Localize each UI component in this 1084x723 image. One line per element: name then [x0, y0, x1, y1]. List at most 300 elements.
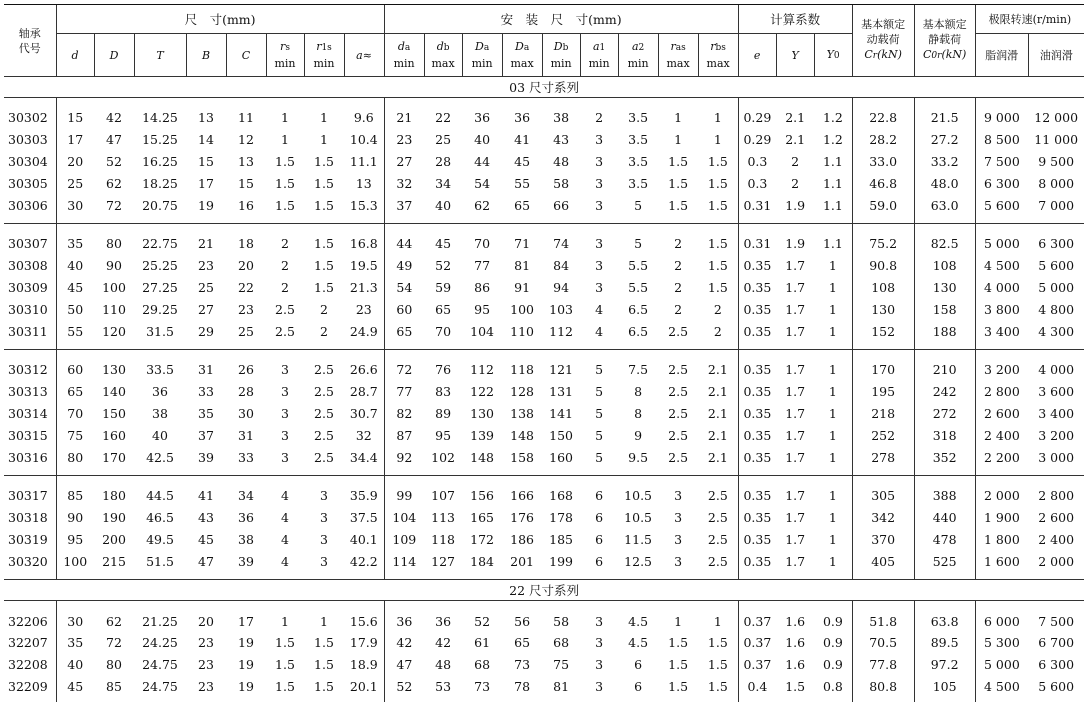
table-cell: 0.35 — [738, 550, 776, 572]
table-row — [4, 550, 1084, 572]
group-spacer — [4, 601, 1084, 611]
table-cell: 11.5 — [624, 531, 653, 547]
table-cell: 170 — [102, 449, 126, 465]
header-dyn-line3: Cr(kN) — [864, 48, 902, 61]
table-cell: 52 — [384, 676, 424, 698]
table-cell: 21.5 — [914, 107, 975, 129]
header-col-rbs: rbs max — [698, 34, 738, 77]
table-cell: 2 — [791, 153, 800, 169]
table-cell: 21.3 — [349, 279, 378, 295]
table-cell: 41 — [514, 132, 531, 148]
header-col-Da-max: Da max — [502, 34, 542, 77]
table-cell: 1 — [828, 362, 837, 378]
header-col-db: db max — [424, 34, 462, 77]
table-cell: 5 — [595, 449, 604, 465]
table-cell: 1.2 — [822, 110, 843, 126]
table-cell: 50 — [56, 298, 94, 320]
table-cell: 2 600 — [1038, 510, 1075, 526]
table-cell: 2.1 — [785, 110, 806, 126]
table-cell: 141 — [549, 405, 574, 421]
table-cell: 29 — [198, 323, 214, 339]
table-cell: 1.7 — [785, 279, 806, 295]
table-cell: 44 — [384, 233, 424, 255]
table-cell: 3 — [595, 153, 604, 169]
table-cell: 1.5 — [707, 678, 728, 694]
table-cell: 100 — [510, 301, 535, 317]
table-cell: 75 — [553, 657, 570, 673]
table-cell: 180 — [102, 488, 126, 504]
table-cell: 65 — [56, 381, 94, 403]
table-cell: 33.0 — [852, 151, 914, 173]
table-cell: 1 — [828, 510, 837, 526]
table-cell: 1.7 — [785, 258, 806, 274]
table-cell: 2.5 — [707, 553, 728, 569]
group-divider — [4, 697, 1084, 702]
table-cell: 130 — [852, 298, 914, 320]
table-cell: 40 — [56, 654, 94, 676]
table-cell: 178 — [549, 510, 574, 526]
bearing-code-cell: 30313 — [8, 384, 48, 400]
table-cell: 210 — [914, 359, 975, 381]
table-cell: 55 — [56, 320, 94, 342]
table-cell: 1.5 — [275, 635, 295, 651]
table-cell: 85 — [106, 678, 122, 694]
table-cell: 3 400 — [975, 320, 1028, 342]
table-cell: 44 — [474, 153, 491, 169]
table-cell: 1.5 — [314, 175, 334, 191]
table-cell: 2 — [320, 301, 328, 317]
table-row — [4, 446, 1084, 468]
series-title: 22 尺寸系列 — [4, 580, 1084, 601]
table-cell: 2 000 — [975, 485, 1028, 507]
table-cell: 3 — [281, 427, 289, 443]
table-cell: 52 — [106, 153, 122, 169]
header-col-B: B — [186, 34, 226, 77]
table-cell: 20 — [56, 151, 94, 173]
table-cell: 15.3 — [349, 197, 378, 213]
table-cell: 16 — [238, 197, 254, 213]
table-cell: 65 — [384, 320, 424, 342]
table-cell: 14.25 — [142, 110, 178, 126]
table-cell: 11 — [238, 110, 254, 126]
table-cell: 24.75 — [142, 678, 178, 694]
table-cell: 0.9 — [822, 613, 843, 629]
table-cell: 45 — [198, 531, 214, 547]
table-cell: 80 — [56, 446, 94, 468]
bearing-code-cell: 30312 — [8, 362, 48, 378]
table-cell: 1.5 — [668, 635, 689, 651]
table-cell: 1.7 — [785, 449, 806, 465]
table-body — [4, 77, 1084, 703]
header-speed-limit: 极限转速(r/min) — [975, 5, 1084, 34]
header-dyn-line1: 基本额定 — [861, 18, 906, 31]
table-cell: 13 — [238, 153, 254, 169]
table-cell: 2.5 — [668, 449, 689, 465]
table-cell: 478 — [914, 529, 975, 551]
table-cell: 138 — [510, 405, 535, 421]
bearing-code-cell: 30320 — [8, 553, 48, 569]
table-cell: 43 — [553, 132, 570, 148]
table-cell: 148 — [470, 449, 495, 465]
table-cell: 35 — [198, 405, 214, 421]
header-col-Y0: Y0 — [814, 34, 852, 77]
bearing-code-cell: 32209 — [8, 678, 48, 694]
table-cell: 27.2 — [914, 129, 975, 151]
table-cell: 9 500 — [1038, 153, 1075, 169]
table-cell: 104 — [384, 507, 424, 529]
table-cell: 47 — [384, 654, 424, 676]
table-cell: 1.5 — [275, 153, 295, 169]
table-cell: 3 200 — [1038, 427, 1075, 443]
table-cell: 2 — [281, 279, 289, 295]
table-cell: 8 — [634, 405, 643, 421]
table-cell: 38 — [152, 405, 168, 421]
table-cell: 2.5 — [668, 427, 689, 443]
table-cell: 1.6 — [785, 657, 806, 673]
table-cell: 118 — [510, 362, 535, 378]
table-cell: 34 — [435, 175, 452, 191]
table-cell: 0.35 — [738, 446, 776, 468]
table-cell: 1 — [828, 323, 837, 339]
table-cell: 0.31 — [738, 194, 776, 216]
group-spacer — [4, 98, 1084, 108]
table-cell: 150 — [549, 427, 574, 443]
table-cell: 20.1 — [349, 678, 378, 694]
table-cell: 16.25 — [142, 153, 178, 169]
table-cell: 62 — [106, 175, 122, 191]
table-cell: 1 — [828, 405, 837, 421]
table-cell: 1.6 — [785, 613, 806, 629]
table-cell: 190 — [102, 510, 126, 526]
table-cell: 3 — [595, 279, 604, 295]
table-cell: 1.5 — [314, 197, 334, 213]
table-cell: 1 — [320, 613, 328, 629]
table-cell: 252 — [852, 424, 914, 446]
table-cell: 201 — [510, 553, 535, 569]
table-cell: 130 — [470, 405, 495, 421]
table-cell: 165 — [470, 510, 495, 526]
table-cell: 63.8 — [914, 610, 975, 632]
table-cell: 39 — [198, 449, 214, 465]
table-cell: 103 — [549, 301, 574, 317]
table-cell: 36 — [238, 510, 254, 526]
table-cell: 28 — [238, 384, 254, 400]
table-header — [4, 5, 1084, 77]
table-cell: 28.7 — [349, 384, 378, 400]
table-cell: 242 — [914, 381, 975, 403]
table-cell: 318 — [914, 424, 975, 446]
table-cell: 3 800 — [975, 298, 1028, 320]
table-cell: 3 400 — [1038, 405, 1075, 421]
table-cell: 15 — [238, 175, 254, 191]
table-row — [4, 277, 1084, 299]
table-cell: 8 500 — [975, 129, 1028, 151]
table-cell: 1 — [674, 110, 683, 126]
table-cell: 8 000 — [1038, 175, 1075, 191]
table-cell: 31 — [238, 427, 254, 443]
table-cell: 36 — [152, 384, 168, 400]
table-cell: 25 — [238, 323, 254, 339]
table-cell: 24.75 — [142, 657, 178, 673]
header-col-Db: Db min — [542, 34, 580, 77]
header-stat-line2: 静载荷 — [928, 33, 962, 46]
header-col-D: D — [94, 34, 134, 77]
table-cell: 3 — [595, 258, 604, 274]
table-cell: 1.5 — [275, 657, 295, 673]
table-cell: 26 — [238, 362, 254, 378]
table-row — [4, 381, 1084, 403]
table-cell: 158 — [914, 298, 975, 320]
table-cell: 185 — [549, 531, 574, 547]
table-cell: 218 — [852, 403, 914, 425]
table-cell: 405 — [852, 550, 914, 572]
table-cell: 30 — [56, 610, 94, 632]
table-cell: 0.4 — [738, 676, 776, 698]
bearing-table-container — [4, 4, 1080, 702]
table-cell: 118 — [431, 531, 456, 547]
table-cell: 1 900 — [975, 507, 1028, 529]
table-cell: 86 — [474, 279, 491, 295]
table-cell: 6 700 — [1038, 635, 1075, 651]
table-cell: 42 — [106, 110, 122, 126]
table-cell: 23 — [355, 301, 372, 317]
table-cell: 35 — [56, 632, 94, 654]
table-cell: 2.5 — [668, 362, 689, 378]
table-cell: 1 — [713, 132, 722, 148]
header-col-a1: a1 min — [580, 34, 618, 77]
bearing-code-cell: 32208 — [8, 657, 48, 673]
table-cell: 6 — [634, 678, 643, 694]
table-cell: 12.5 — [624, 553, 653, 569]
table-cell: 112 — [470, 362, 495, 378]
table-cell: 24.9 — [349, 323, 378, 339]
table-cell: 2.1 — [785, 132, 806, 148]
table-cell: 0.8 — [822, 678, 843, 694]
table-cell: 1.7 — [785, 553, 806, 569]
table-cell: 1.1 — [822, 153, 843, 169]
table-cell: 2.5 — [314, 427, 334, 443]
table-cell: 1.7 — [785, 323, 806, 339]
group-divider — [4, 468, 1084, 476]
table-cell: 15 — [198, 153, 214, 169]
table-cell: 97.2 — [914, 654, 975, 676]
table-cell: 525 — [914, 550, 975, 572]
series-title: 03 尺寸系列 — [4, 77, 1084, 98]
table-cell: 45 — [56, 277, 94, 299]
header-bearing-code-line1: 轴承 — [18, 26, 41, 40]
table-cell: 25.25 — [142, 258, 178, 274]
table-cell: 68 — [553, 635, 570, 651]
table-cell: 89 — [435, 405, 452, 421]
table-cell: 20 — [238, 258, 254, 274]
header-col-Y: Y — [776, 34, 814, 77]
table-cell: 45 — [435, 236, 452, 252]
table-cell: 76 — [435, 362, 452, 378]
table-cell: 352 — [914, 446, 975, 468]
header-bearing-code-line2: 代号 — [18, 41, 41, 55]
table-cell: 1.7 — [785, 362, 806, 378]
header-col-a: a≈ — [344, 34, 384, 77]
header-col-C: C — [226, 34, 266, 77]
table-cell: 1 — [828, 279, 837, 295]
table-cell: 2.5 — [668, 384, 689, 400]
table-cell: 63.0 — [914, 194, 975, 216]
table-cell: 35 — [56, 233, 94, 255]
table-cell: 2 800 — [975, 381, 1028, 403]
table-cell: 3.5 — [628, 153, 649, 169]
table-cell: 83 — [435, 384, 452, 400]
table-cell: 28.2 — [852, 129, 914, 151]
table-cell: 2.5 — [707, 510, 728, 526]
group-spacer — [4, 475, 1084, 485]
table-row — [4, 424, 1084, 446]
bearing-code-cell: 30306 — [8, 197, 48, 213]
table-cell: 4 — [595, 323, 604, 339]
table-cell: 31 — [198, 362, 214, 378]
table-cell: 72 — [106, 197, 122, 213]
header-group-installation: 安 装 尺 寸(mm) — [384, 5, 738, 34]
table-cell: 4 000 — [975, 277, 1028, 299]
table-cell: 1.7 — [785, 510, 806, 526]
table-cell: 5 600 — [975, 194, 1028, 216]
table-cell: 5.5 — [628, 258, 649, 274]
header-dynamic-load — [852, 5, 914, 77]
table-row — [4, 610, 1084, 632]
table-cell: 1.5 — [314, 153, 334, 169]
table-cell: 0.35 — [738, 485, 776, 507]
table-cell: 7 000 — [1038, 197, 1075, 213]
table-cell: 1 — [828, 301, 837, 317]
table-row — [4, 654, 1084, 676]
table-cell: 2.5 — [314, 384, 334, 400]
table-cell: 45 — [514, 153, 531, 169]
table-cell: 58 — [553, 175, 570, 191]
table-row — [4, 172, 1084, 194]
table-cell: 3 — [595, 635, 604, 651]
table-cell: 36 — [384, 610, 424, 632]
table-cell: 3 — [320, 510, 328, 526]
table-cell: 1.5 — [314, 657, 334, 673]
table-cell: 1.7 — [785, 531, 806, 547]
table-cell: 156 — [470, 488, 495, 504]
table-cell: 1 — [828, 531, 837, 547]
bearing-table — [4, 4, 1084, 702]
table-cell: 102 — [431, 449, 456, 465]
table-cell: 2 — [791, 175, 800, 191]
table-cell: 1.7 — [785, 405, 806, 421]
table-cell: 0.35 — [738, 320, 776, 342]
table-cell: 89.5 — [914, 632, 975, 654]
table-cell: 21 — [198, 236, 214, 252]
header-col-Da-min: Da min — [462, 34, 502, 77]
table-cell: 1 — [828, 427, 837, 443]
header-static-load — [914, 5, 975, 77]
table-cell: 70 — [56, 403, 94, 425]
table-cell: 39 — [238, 553, 254, 569]
table-cell: 31.5 — [146, 323, 174, 339]
table-cell: 21 — [384, 107, 424, 129]
table-cell: 1.5 — [668, 657, 689, 673]
table-cell: 40 — [474, 132, 491, 148]
table-cell: 25 — [56, 172, 94, 194]
table-cell: 70.5 — [852, 632, 914, 654]
table-cell: 5.5 — [628, 279, 649, 295]
table-cell: 6.5 — [628, 323, 649, 339]
table-cell: 4 — [281, 531, 289, 547]
table-cell: 17 — [198, 175, 214, 191]
table-cell: 1 — [713, 110, 722, 126]
bearing-code-cell: 30310 — [8, 301, 48, 317]
table-cell: 0.35 — [738, 298, 776, 320]
group-divider — [4, 342, 1084, 350]
table-cell: 30 — [56, 194, 94, 216]
table-cell: 6 — [595, 553, 604, 569]
table-cell: 5 — [595, 405, 604, 421]
table-cell: 186 — [510, 531, 535, 547]
table-cell: 1.5 — [707, 197, 728, 213]
table-cell: 26.6 — [349, 362, 378, 378]
table-cell: 4.5 — [628, 635, 649, 651]
table-cell: 60 — [384, 298, 424, 320]
table-cell: 2 — [281, 236, 289, 252]
table-cell: 9 000 — [975, 107, 1028, 129]
table-cell: 388 — [914, 485, 975, 507]
bearing-code-cell: 30302 — [8, 110, 48, 126]
table-cell: 440 — [914, 507, 975, 529]
table-cell: 80 — [106, 657, 122, 673]
table-cell: 95 — [474, 301, 491, 317]
table-cell: 112 — [549, 323, 574, 339]
table-cell: 121 — [549, 362, 574, 378]
table-cell: 1 — [281, 613, 289, 629]
table-cell: 91 — [514, 279, 531, 295]
table-cell: 1.5 — [314, 678, 334, 694]
table-cell: 1 — [828, 258, 837, 274]
table-cell: 29.25 — [142, 301, 178, 317]
table-cell: 7 500 — [975, 151, 1028, 173]
table-cell: 3.5 — [628, 175, 649, 191]
table-cell: 3 200 — [975, 359, 1028, 381]
table-cell: 0.3 — [738, 151, 776, 173]
table-cell: 131 — [549, 384, 574, 400]
table-cell: 2 — [713, 323, 722, 339]
bearing-code-cell: 32206 — [8, 613, 48, 629]
table-cell: 2.5 — [314, 362, 334, 378]
table-cell: 4 000 — [1038, 362, 1075, 378]
table-row — [4, 403, 1084, 425]
table-cell: 17 — [56, 129, 94, 151]
table-cell: 3 — [595, 175, 604, 191]
table-cell: 19.5 — [349, 258, 378, 274]
table-cell: 18.9 — [349, 657, 378, 673]
table-cell: 1.7 — [785, 488, 806, 504]
table-cell: 49 — [384, 255, 424, 277]
table-cell: 278 — [852, 446, 914, 468]
table-cell: 1.5 — [314, 279, 334, 295]
table-cell: 120 — [102, 323, 126, 339]
bearing-code-cell: 30319 — [8, 531, 48, 547]
table-cell: 80.8 — [852, 676, 914, 698]
table-cell: 52 — [435, 258, 452, 274]
table-cell: 1.5 — [668, 153, 689, 169]
table-cell: 95 — [435, 427, 452, 443]
table-cell: 1 — [281, 110, 289, 126]
table-cell: 42.2 — [349, 553, 378, 569]
table-cell: 77.8 — [852, 654, 914, 676]
table-cell: 59.0 — [852, 194, 914, 216]
table-cell: 42 — [384, 632, 424, 654]
table-cell: 2 — [674, 279, 683, 295]
